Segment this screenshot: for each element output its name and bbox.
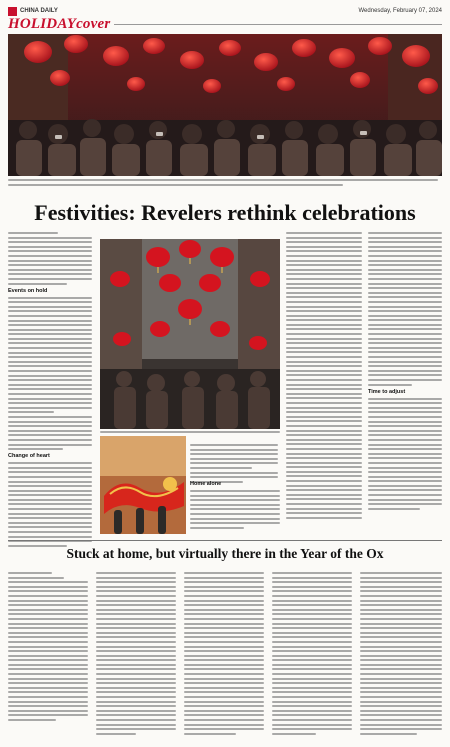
second-headline: Stuck at home, but virtually there in the Year of the Ox <box>66 546 384 561</box>
section-header <box>8 17 442 32</box>
column-1-text-b <box>8 297 92 451</box>
story-column-1 <box>8 232 92 549</box>
brand-name: CHINA DAILY <box>20 8 58 14</box>
column-1-text-c <box>8 462 92 547</box>
second-column-2-text <box>96 572 176 735</box>
dragon-dance-illustration <box>100 436 186 534</box>
top-photo-caption <box>8 179 442 195</box>
second-column-3 <box>184 572 264 737</box>
subhead-time-to-adjust: Time to adjust <box>368 388 406 395</box>
second-column-1-text <box>8 572 88 721</box>
china-daily-logo-icon <box>8 7 17 16</box>
second-story <box>8 572 442 742</box>
subhead-change-of-heart: Change of heart <box>8 453 50 460</box>
second-column-1 <box>8 572 88 724</box>
dragon-dance-photo <box>100 436 186 534</box>
caption-text-lines <box>8 179 438 186</box>
column-4-text-a <box>368 232 442 386</box>
subhead-home-alone: Home alone <box>190 481 222 487</box>
masthead <box>8 6 442 16</box>
second-column-4 <box>272 572 352 737</box>
subhead-events-on-hold: Events on hold <box>8 287 48 294</box>
second-column-5 <box>360 572 442 737</box>
section-rule <box>114 24 442 25</box>
second-column-4-text <box>272 572 352 735</box>
middle-caption-lines <box>100 431 280 433</box>
main-story <box>8 232 442 534</box>
second-column-5-text <box>360 572 442 735</box>
story-column-4 <box>368 232 442 512</box>
story-column-2-lower <box>190 478 280 531</box>
column-1-text-a <box>8 232 92 285</box>
issue-date: Wednesday, February 07, 2024 <box>358 8 442 14</box>
small-caption-lines <box>190 444 278 483</box>
lanterns-street-photo <box>8 34 442 176</box>
story-divider <box>8 540 442 541</box>
middle-photo-caption <box>100 431 280 436</box>
column-3-text <box>286 232 362 519</box>
section-title: HOLIDAYcover <box>8 16 111 32</box>
second-column-2 <box>96 572 176 737</box>
lantern-archway-illustration <box>100 239 280 429</box>
lanterns-street-illustration <box>8 34 442 176</box>
column-2-text <box>190 490 280 529</box>
main-headline: Festivities: Revelers rethink celebrations <box>34 200 416 225</box>
column-4-text-b <box>368 398 442 510</box>
second-column-3-text <box>184 572 264 735</box>
brand <box>8 7 58 16</box>
story-column-3 <box>286 232 362 521</box>
lantern-archway-photo <box>100 239 280 429</box>
